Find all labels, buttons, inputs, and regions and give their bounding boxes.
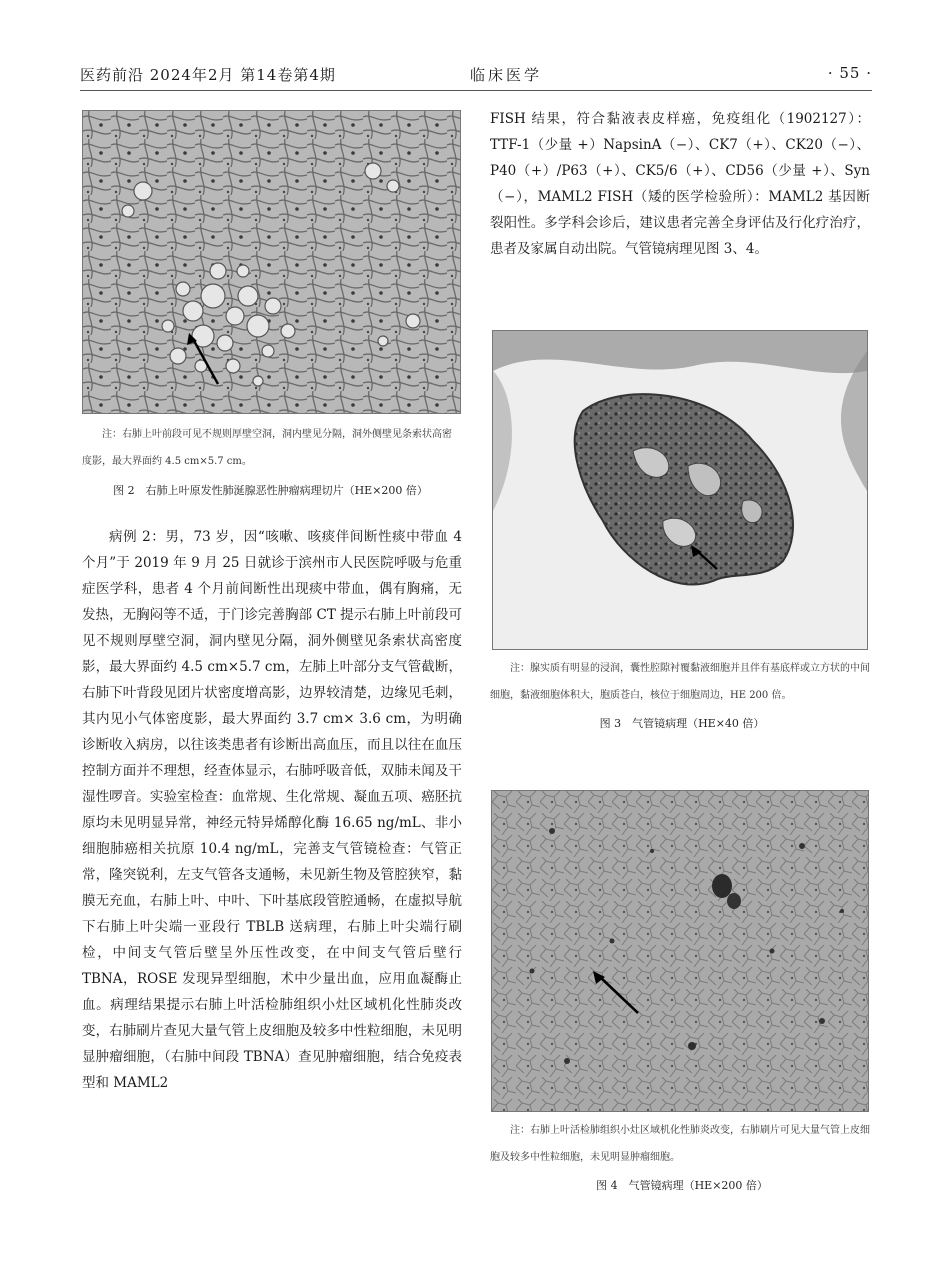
section-title: 临床医学 bbox=[470, 66, 543, 84]
header-rule bbox=[80, 90, 872, 91]
journal-info: 医药前沿 2024年2月 第14卷第4期 bbox=[80, 66, 336, 84]
case-2-paragraph: 病例 2：男，73 岁，因“咳嗽、咳痰伴间断性痰中带血 4 个月”于 2019 年 9 月 25 日就诊于滨州市人民医院呼吸与危重症医学科，患者 4 个月前间断性出现痰中带血，偶有胸痛，无发热，无胸闷等不适，于门诊完善胸部 CT 提示右肺上叶前段可见不规则厚壁空洞，洞内壁见分隔，洞外侧壁见条索状高密度影，最大界面约 4.5 cm×5.7 cm，左肺上叶部分支气管截断，右肺下叶背段见团片状密度增高影，边界较清楚，边缘见毛刺，其内见小气体密度影，最大界面约 3.7 cm× 3.6 cm，为明确诊断收入病房，以往该类患者有诊断出高血压，而且以往在血压控制方面并不理想，经查体显示，右肺呼吸音低，双肺未闻及干湿性啰音。实验室检查：血常规、生化常规、凝血五项、癌胚抗原均未见明显异常，神经元特异烯醇化酶 16.65 ng/mL、非小细胞肺癌相关抗原 10.4 ng/mL，完善支气管镜检查：气管正常，隆突锐利，左支气管各支通畅，未见新生物及管腔狭窄，黏膜无充血，右肺上叶、中叶、下叶基底段管腔通畅，在虚拟导航下右肺上叶尖端一亚段行 TBLB 送病理，右肺上叶尖端行刷检，中间支气管后壁呈外压性改变，在中间支气管后壁行 TBNA，ROSE 发现异型细胞，术中少量出血，应用血凝酶止血。病理结果提示右肺上叶活检肺组织小灶区域机化性肺炎改变，右肺刷片查见大量气管上皮细胞及较多中性粒细胞，未见明显肿瘤细胞，（右肺中间段 TBNA）查见肿瘤细胞，结合免疫表型和 MAML2 bbox=[82, 529, 462, 1091]
figure-4-image bbox=[491, 790, 869, 1112]
figure-2-image bbox=[82, 110, 461, 414]
figure-2-caption: 图 2 右肺上叶原发性肺涎腺恶性肿瘤病理切片（HE×200 倍） bbox=[113, 484, 428, 497]
running-header bbox=[80, 64, 872, 86]
figure-4-note: 注：右肺上叶活检肺组织小灶区域机化性肺炎改变，右肺刷片可见大量气管上皮细胞及较多中性粒细胞，未见明显肿瘤细胞。 bbox=[490, 1125, 870, 1163]
page-number: · 55 · bbox=[827, 64, 872, 82]
figure-3-image bbox=[492, 330, 868, 650]
case-2-continued: FISH 结果，符合黏液表皮样癌，免疫组化（1902127）：TTF-1（少量 +）NapsinA（−）、CK7（+）、CK20（−）、P40（+）/P63（+）、CK5/6（+）、CD56（少量 +）、Syn（−），MAML2 FISH（矮的医学检验所）：MAML2 基因断裂阳性。多学科会诊后，建议患者完善全身评估及行化疗治疗，患者及家属自动出院。气管镜病理见图 3、4。 bbox=[490, 111, 870, 257]
figure-4-caption: 图 4 气管镜病理（HE×200 倍） bbox=[596, 1179, 768, 1192]
left-column-text bbox=[82, 524, 462, 1096]
figure-2-note: 注：右肺上叶前段可见不规则厚壁空洞，洞内壁见分隔，洞外侧壁见条索状高密度影，最大界面约 4.5 cm×5.7 cm。 bbox=[82, 429, 452, 467]
figure-3-note: 注：腺实质有明显的浸润，囊性腔隙衬覆黏液细胞并且伴有基底样或立方状的中间细胞，黏液细胞体积大，胞质苍白，核位于细胞周边，HE 200 倍。 bbox=[490, 663, 870, 701]
right-column-text bbox=[490, 106, 870, 262]
figure-3-caption: 图 3 气管镜病理（HE×40 倍） bbox=[599, 717, 765, 730]
